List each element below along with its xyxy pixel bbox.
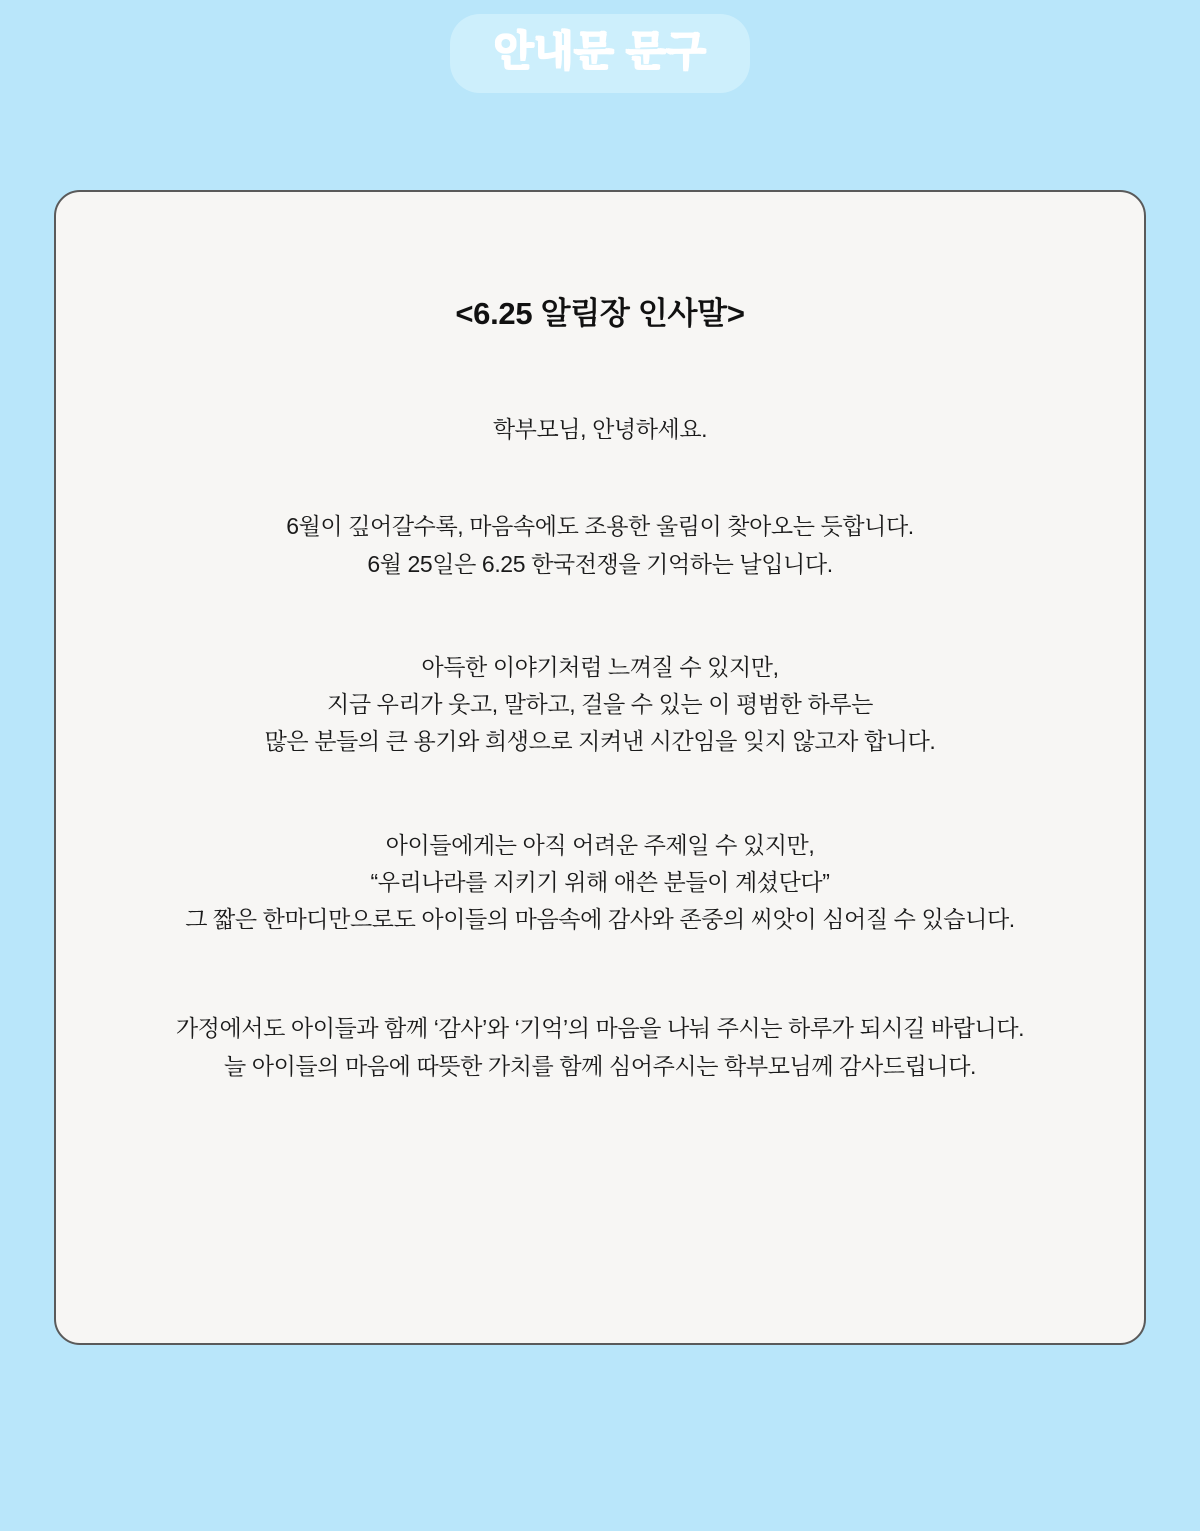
notice-paragraph-greeting [96, 411, 1104, 448]
notice-card [54, 190, 1146, 1345]
notice-line: 그 짧은 한마디만으로도 아이들의 마음속에 감사와 존중의 씨앗이 심어질 수 있습니다. [185, 906, 1015, 932]
notice-line: 아이들에게는 아직 어려운 주제일 수 있지만, [385, 831, 815, 858]
notice-line: 늘 아이들의 마음에 따뜻한 가치를 함께 심어주시는 학부모님께 감사드립니다. [223, 1052, 977, 1079]
notice-line: 가정에서도 아이들과 함께 ‘감사’와 ‘기억’의 마음을 나눠 주시는 하루가 되시길 바랍니다. [175, 1015, 1025, 1042]
notice-title: <6.25 알림장 인사말> [455, 296, 745, 331]
notice-line: 학부모님, 안녕하세요. [492, 416, 708, 442]
notice-paragraph-intro [96, 508, 1104, 583]
notice-line: 많은 분들의 큰 용기와 희생으로 지켜낸 시간임을 잊지 않고자 합니다. [264, 728, 936, 755]
notice-line: 아득한 이야기처럼 느껴질 수 있지만, [421, 653, 779, 680]
notice-paragraph-closing [96, 1010, 1104, 1085]
notice-paragraph-remembrance [96, 649, 1104, 761]
notice-paragraph-children [96, 827, 1104, 939]
notice-line: “우리나라를 지키기 위해 애쓴 분들이 계셨단다” [370, 868, 830, 895]
badge-container [0, 0, 1200, 93]
page-title-badge: 안내문 문구 [450, 14, 750, 93]
notice-line: 지금 우리가 웃고, 말하고, 걸을 수 있는 이 평범한 하루는 [327, 691, 873, 717]
notice-line: 6월 25일은 6.25 한국전쟁을 기억하는 날입니다. [367, 550, 833, 577]
notice-line: 6월이 깊어갈수록, 마음속에도 조용한 울림이 찾아오는 듯합니다. [286, 513, 914, 540]
